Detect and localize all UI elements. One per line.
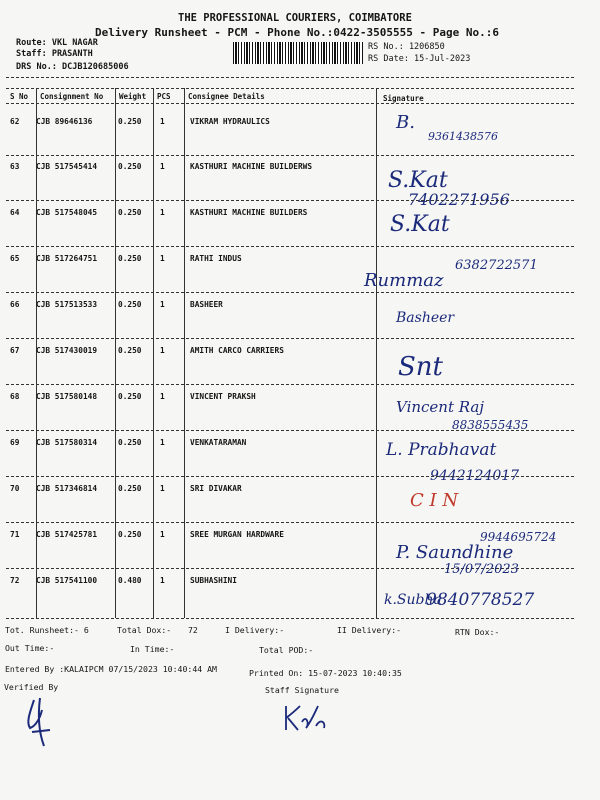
row-divider — [6, 200, 574, 201]
row-signature-phone: 9361438576 — [428, 130, 498, 143]
row-signature: L. Prabhavat — [386, 440, 497, 460]
row-consignee: RATHI INDUS — [190, 254, 242, 263]
col-consignee: Consignee Details — [188, 92, 265, 101]
route-label: Route: VKL NAGAR — [16, 38, 98, 48]
company-name: THE PROFESSIONAL COURIERS, COIMBATORE — [178, 12, 412, 24]
row-signature: Rummaz — [364, 270, 444, 291]
i-delivery: I Delivery:- — [225, 625, 285, 635]
row-sno: 71 — [10, 530, 20, 539]
row-signature-phone: 9944695724 — [480, 530, 557, 544]
row-sno: 68 — [10, 392, 20, 401]
table-top-line — [6, 88, 574, 89]
row-sno: 64 — [10, 208, 20, 217]
row-divider — [6, 476, 574, 477]
row-consignee: VINCENT PRAKSH — [190, 392, 256, 401]
row-consignment-no: CJB 517430019 — [36, 346, 98, 355]
col-weight: Weight — [119, 92, 147, 101]
row-signature: k.Subha — [384, 592, 442, 608]
col-signature: Signature — [383, 94, 424, 103]
row-sno: 62 — [10, 117, 20, 126]
row-signature-phone: 6382722571 — [455, 258, 538, 273]
row-weight: 0.480 — [118, 576, 142, 585]
vline-5 — [376, 88, 377, 618]
row-consignment-no: CJB 517346814 — [36, 484, 98, 493]
row-weight: 0.250 — [118, 392, 142, 401]
row-signature: Basheer — [396, 310, 455, 326]
row-signature: Vincent Raj — [396, 398, 484, 416]
out-time: Out Time:- — [5, 643, 55, 653]
row-consignment-no: CJB 517264751 — [36, 254, 98, 263]
row-pcs: 1 — [160, 117, 165, 126]
col-consignment: Consignment No — [40, 92, 104, 101]
table-bottom-line — [6, 618, 574, 619]
header-divider — [6, 77, 574, 78]
row-consignment-no: CJB 517580148 — [36, 392, 98, 401]
staff-signature — [280, 700, 330, 736]
staff-label: Staff: PRASANTH — [16, 49, 93, 59]
row-consignee: SUBHASHINI — [190, 576, 237, 585]
row-consignee: KASTHURI MACHINE BUILDERWS — [190, 162, 313, 171]
row-pcs: 1 — [160, 530, 165, 539]
row-signature-phone: 7402271956 — [408, 190, 510, 209]
staff-signature-label: Staff Signature — [265, 685, 339, 695]
row-signature: B. — [396, 112, 415, 133]
row-signature: P. Saundhine — [396, 542, 514, 563]
row-weight: 0.250 — [118, 484, 142, 493]
row-sno: 70 — [10, 484, 20, 493]
row-sno: 63 — [10, 162, 20, 171]
row-pcs: 1 — [160, 162, 165, 171]
tot-runsheet: Tot. Runsheet:- 6 — [5, 625, 89, 635]
rtn-dox: RTN Dox:- — [455, 627, 500, 637]
row-signature: S.Kat — [390, 212, 450, 237]
total-pod: Total POD:- — [259, 645, 314, 655]
row-consignment-no: CJB 89646136 — [36, 117, 93, 126]
row-consignment-no: CJB 517545414 — [36, 162, 98, 171]
drs-number: DRS No.: DCJB120685006 — [16, 62, 129, 72]
barcode-image — [233, 42, 363, 64]
row-divider — [6, 522, 574, 523]
row-signature-phone: 9840778527 — [426, 590, 535, 610]
row-consignment-no: CJB 517541100 — [36, 576, 98, 585]
row-signature: S.Kat — [388, 168, 448, 193]
row-pcs: 1 — [160, 392, 165, 401]
row-signature-phone: 9442124017 — [430, 468, 520, 484]
total-dox-label: Total Dox:- — [117, 625, 172, 635]
row-divider — [6, 292, 574, 293]
row-pcs: 1 — [160, 484, 165, 493]
vline-4 — [184, 88, 185, 618]
row-consignment-no: CJB 517425781 — [36, 530, 98, 539]
vline-3 — [153, 88, 154, 618]
row-weight: 0.250 — [118, 300, 142, 309]
row-pcs: 1 — [160, 300, 165, 309]
row-divider — [6, 384, 574, 385]
row-consignee: KASTHURI MACHINE BUILDERS — [190, 208, 308, 217]
row-sno: 72 — [10, 576, 20, 585]
rs-number: RS No.: 1206850 — [368, 42, 445, 52]
row-divider — [6, 155, 574, 156]
verifier-signature — [20, 692, 60, 752]
row-divider — [6, 430, 574, 431]
colhdr-divider — [6, 103, 574, 104]
row-consignee: VENKATARAMAN — [190, 438, 247, 447]
verified-by: Verified By — [4, 682, 59, 692]
row-signature: Snt — [398, 352, 444, 382]
row-signature-phone: 8838555435 — [452, 418, 529, 432]
row-weight: 0.250 — [118, 438, 142, 447]
col-sno: S No — [10, 92, 29, 101]
row-sno: 67 — [10, 346, 20, 355]
row-consignment-no: CJB 517548045 — [36, 208, 98, 217]
in-time: In Time:- — [130, 644, 175, 654]
row-consignee: AMITH CARCO CARRIERS — [190, 346, 284, 355]
row-pcs: 1 — [160, 208, 165, 217]
row-pcs: 1 — [160, 254, 165, 263]
row-divider — [6, 246, 574, 247]
col-pcs: PCS — [157, 92, 171, 101]
vline-2 — [115, 88, 116, 618]
row-signature: C I N — [410, 490, 459, 511]
row-consignment-no: CJB 517580314 — [36, 438, 98, 447]
row-weight: 0.250 — [118, 117, 142, 126]
printed-on: Printed On: 15-07-2023 10:40:35 — [249, 668, 402, 678]
row-consignee: SRI DIVAKAR — [190, 484, 242, 493]
row-weight: 0.250 — [118, 530, 142, 539]
row-consignee: SREE MURGAN HARDWARE — [190, 530, 284, 539]
row-divider — [6, 338, 574, 339]
entered-by: Entered By :KALAIPCM 07/15/2023 10:40:44 AM — [5, 664, 217, 674]
row-sno: 65 — [10, 254, 20, 263]
rs-date: RS Date: 15-Jul-2023 — [368, 54, 471, 64]
row-pcs: 1 — [160, 346, 165, 355]
row-weight: 0.250 — [118, 208, 142, 217]
row-consignee: BASHEER — [190, 300, 223, 309]
runsheet-title: Delivery Runsheet - PCM - Phone No.:0422-3505555 - Page No.:6 — [95, 26, 499, 39]
row-weight: 0.250 — [118, 346, 142, 355]
row-sno: 69 — [10, 438, 20, 447]
row-weight: 0.250 — [118, 254, 142, 263]
row-pcs: 1 — [160, 438, 165, 447]
row-sno: 66 — [10, 300, 20, 309]
row-signature-date: 15/07/2023 — [444, 562, 519, 577]
ii-delivery: II Delivery:- — [337, 625, 402, 635]
total-dox-value: 72 — [188, 625, 198, 635]
row-consignment-no: CJB 517513533 — [36, 300, 98, 309]
row-consignee: VIKRAM HYDRAULICS — [190, 117, 270, 126]
row-weight: 0.250 — [118, 162, 142, 171]
row-pcs: 1 — [160, 576, 165, 585]
